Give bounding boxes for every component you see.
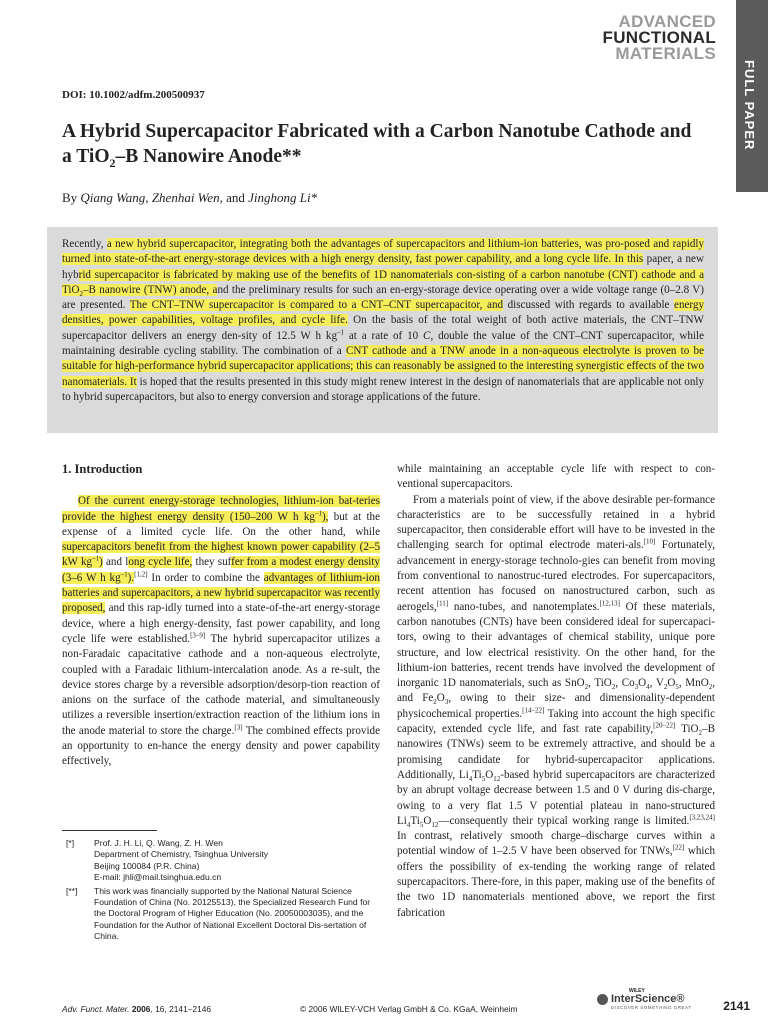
highlight: a new hybrid supercapacitor, integrating both the advantages of supercapacitors and lithium-ion batteries, was pro-posed and rapidly turned into state-of-the-art energy-storage devices with a high energy density, fast power capability, and a long cycle life. In this: [62, 238, 705, 266]
journal-logo-line1: ADVANCED: [618, 12, 716, 31]
footnote-line: Department of Chemistry, Tsinghua University: [94, 849, 269, 860]
citation: [20–22]: [653, 721, 676, 730]
highlight: fer from a modest energy density (3–6 W h $kg^{-1}$).: [62, 556, 380, 584]
citation: [1,2]: [134, 570, 148, 579]
citation: [22]: [672, 843, 685, 852]
footnote-mark: [**]: [66, 885, 78, 896]
abstract: Recently, a new hybrid supercapacitor, integrating both the advantages of supercapacitors and lithium-ion batteries, was pro-posed and rapidly turned into state-of-the-art energy-storage devices with a high energy density, fast power capability, and a long cycle life. In this paper, a new hybrid supercapacitor is fabricated by making use of the benefits of 1D nanomaterials con-sisting of a carbon nanotube (CNT) cathode and a TiO$_2$–B nanowire (TNW) anode, and the preliminary results for such an en-ergy-storage device operating over a wide voltage range (0–2.8 V) are presented. The CNT–TNW supercapacitor is compared to a CNT–CNT supercapacitor, and discussed with regards to available energy densities, power capabilities, voltage profiles, and cycle life. On the basis of the total weight of both active materials, the CNT–TNW supercapacitor delivers an energy den-sity of 12.5 W h $kg^{-1}$ at a rate of 10 C, double the value of the CNT–CNT supercapacitor, while maintaining desirable cycling stability. The combination of a CNT cathode and a TNW anode in a non-aqueous electrolyte is proven to be suitable for high-performance hybrid supercapacitor applications; this can reasonably be assigned to the interesting synergistic effects of the two nanomaterials. It is hoped that the results presented in this study might renew interest in the design of nanomaterials that are applicable not only to hybrid supercapacitors, but also to energy conversion and storage applications of the future.: [47, 227, 718, 433]
highlight: advantages of lithium-ion batteries and supercapacitors, a new hybrid supercapacitor was recently proposed,: [62, 571, 380, 615]
copyright: © 2006 WILEY-VCH Verlag GmbH & Co. KGaA, Weinheim: [300, 1004, 518, 1014]
doi: DOI: 10.1002/adfm.200500937: [62, 89, 205, 101]
author-name: Zhenhai Wen: [151, 190, 220, 205]
footnote-email: E-mail: jhli@mail.tsinghua.edu.cn: [94, 872, 222, 883]
paragraph: while maintaining an acceptable cycle life with respect to con-ventional supercapacitors.: [397, 463, 715, 491]
highlight: energy densities, power capabilities, voltage profiles, and cycle life.: [62, 299, 705, 327]
right-column: [397, 462, 715, 921]
page-number: 2141: [723, 999, 750, 1013]
citation: [11]: [436, 598, 449, 607]
citation: [3]: [234, 723, 243, 732]
highlight: ong cycle life,: [128, 556, 193, 569]
paragraph: From a materials point of view, if the above desirable per-formance characteristics are to be successfully retained in a hybrid supercapacitor, then considerable effort will have to be invested in the challenging search for optimal electrode materi-als.[10] Fortunately, advancement in energy-storage technolo-gies can benefit from moving from conventional to nanostruc-tured electrodes. For supercapacitors, recent attention has focused on nanostructured carbon, such as aerogels,[11] nano-tubes, and nanotemplates.[12,13] Of these materials, carbon nanotubes (CNTs) have been considered ideal for supercapaci-tors, owing to their advantages of chemical stability, unique pore structure, and low electrical resistivity. On the other hand, for the lithium-ion batteries, recent trends have involved the development of inorganic 1D nanomaterials, such as SnO$_2$, TiO$_2$, $Co_3O_4$, $V_2O_5$, MnO$_2$, and $Fe_2O_3$, owing to their size- and dimensionality-dependent physicochemical properties.[14–22] Taking into account the high specific capacity, extended cycle life, and fast rate capability,[20–22] TiO$_2$–B nanowires (TNWs) seem to be extremely attractive, and should be a promising candidate for hybrid-supercapacitor applications. Additionally, $Li_4Ti_5O_{12}$-based hybrid supercapacitors are characterized by an abrupt voltage decrease between 1.5 and 0 V during dis-charge, owing to a very flat 1.5 V potential plateau in nano-structured $Li_4Ti_5O_{12}—consequently$ their typical working range is limited.[3,23,24] In contrast, relatively smooth charge–discharge curves within a potential window of 1–2.5 V have been observed for TNWs,[22] which offers the possibility of ex-tending the working range of related supercapacitors. There-fore, in this paper, making use of the benefits of the two 1D nanomaterials mentioned above, we report the first fabrication: [397, 493, 715, 919]
citation: [10]: [643, 537, 656, 546]
journal-logo-line2: FUNCTIONAL: [602, 28, 716, 47]
globe-icon: [597, 994, 608, 1005]
highlight: supercapacitors benefit from the highest known power capability (2–5 kW $kg^{-1}$): [62, 541, 380, 569]
full-paper-label: FULL PAPER: [742, 60, 757, 151]
highlight: rid supercapacitor is fabricated by making use of the benefits of 1D nanomaterials con-sisting of a carbon nanotube (CNT) cathode and a TiO$_2$–B nanowire (TNW) anode, a: [62, 268, 704, 299]
article-title: A Hybrid Supercapacitor Fabricated with a Carbon Nanotube Cathode and a TiO$_2$–B Nanowire Anode**: [62, 121, 692, 170]
footnotes: [62, 838, 380, 945]
citation: [3–9]: [190, 631, 206, 640]
section-heading: 1. Introduction: [62, 462, 143, 476]
author-name: Jinghong Li*: [248, 190, 318, 205]
footnote-divider: [62, 830, 157, 831]
citation: [12,13]: [599, 598, 620, 607]
full-paper-tab: [736, 0, 768, 192]
interscience-logo: WILEY InterScience® DISCOVER SOMETHING GREAT: [611, 993, 691, 1010]
journal-logo-line3: MATERIALS: [615, 44, 716, 63]
left-column: [62, 462, 380, 770]
journal-logo: [603, 14, 716, 62]
highlight: CNT cathode and a TNW anode in a non-aqueous electrolyte is proven to be suitable for high-performance hybrid supercapacitor applications; this can reasonably be assigned to the interesting synergistic effects of the two nanomaterials. It: [62, 345, 704, 388]
citation: [3,23,24]: [689, 813, 715, 822]
highlight: Of the current energy-storage technologies, lithium-ion bat-teries provide the highest energy density (150–200 W h $kg^{-1}$),: [62, 495, 380, 523]
author-line: By Qiang Wang, Zhenhai Wen, and Jinghong Li*: [62, 190, 318, 205]
highlight: The CNT–TNW supercapacitor is compared to a CNT–CNT supercapacitor, and: [129, 299, 504, 312]
footnote-line: Beijing 100084 (P.R. China): [94, 860, 200, 871]
footnote-line: Prof. J. H. Li, Q. Wang, Z. H. Wen: [94, 838, 223, 848]
citation: [14–22]: [522, 706, 545, 715]
paragraph: Of the current energy-storage technologies, lithium-ion bat-teries provide the highest energy density (150–200 W h $kg^{-1}$), but at the expense of a limited cycle life. On the other hand, while supercapacitors benefit from the highest known power capability (2–5 kW $kg^{-1}$) and long cycle life, they suffer from a modest energy density (3–6 W h $kg^{-1}).[1,2]$ In order to combine the advantages of lithium-ion batteries and supercapacitors, a new hybrid supercapacitor was recently proposed, and this rap-idly turned into a state-of-the-art energy-storage device, where a high energy-density, fast power capability, and long cycle life were established.[3–9] The hybrid supercapacitor utilizes a non-Faradaic capacitative cathode and a non-aqueous electrolyte, coupled with a Faradaic lithium-intercalation anode. As a re-sult, the device stores charge by a reversible adsorption/desorp-tion reaction of anions on the surface of the cathode material, and simultaneously utilizes a reversible insertion/extraction reaction of the lithium ions in the anode material to store the charge.[3] The combined effects provide an opportunity to en-hance the energy density and power capability effectively,: [62, 495, 381, 768]
footnote-funding: [62, 886, 380, 943]
footnote-text: This work was financially supported by the National Natural Science Foundation of China (No. 20125513), the Specialized Research Fund for the Doctoral Program of Higher Education (No. 20050003035), and the Foundation for the Author of National Excellent Doctoral Dis-sertation of China.: [94, 885, 371, 942]
footnote-mark: [*]: [66, 838, 75, 848]
citation-footer: Adv. Funct. Mater. 2006, 16, 2141–2146: [62, 1004, 212, 1014]
footnote-affiliation: [62, 838, 380, 884]
author-name: Qiang Wang: [80, 190, 146, 205]
